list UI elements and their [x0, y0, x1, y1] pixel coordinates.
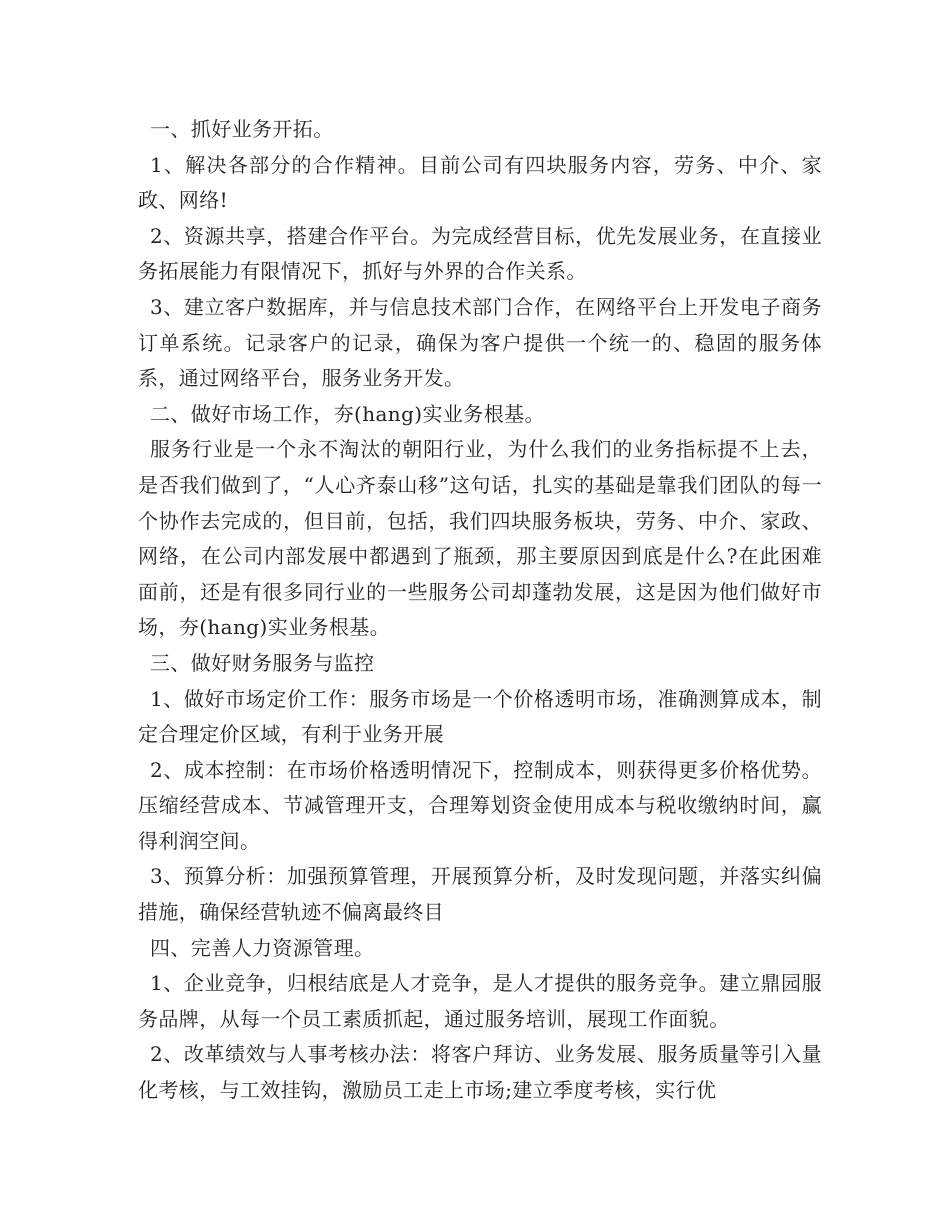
paragraph-4-1: 1、企业竞争，归根结底是人才竞争，是人才提供的服务竞争。建立鼎园服务品牌，从每一个员工素质抓起，通过服务培训，展现工作面貌。: [138, 971, 822, 1031]
paragraph-4-2: 2、改革绩效与人事考核办法：将客户拜访、业务发展、服务质量等引入量化考核，与工效挂钩，激励员工走上市场;建立季度考核，实行优: [138, 1042, 822, 1103]
paragraph-3-3: 3、预算分析：加强预算管理，开展预算分析，及时发现问题，并落实纠偏措施，确保经营轨迹不偏离最终目: [138, 864, 822, 925]
section-heading-2: 二、做好市场工作，夯(hang)实业务根基。: [150, 401, 545, 426]
paragraph-3-2: 2、成本控制：在市场价格透明情况下，控制成本，则获得更多价格优势。压缩经营成本、节减管理开支，合理筹划资金使用成本与税收缴纳时间，赢得利润空间。: [138, 757, 822, 853]
paragraph-3-1: 1、做好市场定价工作：服务市场是一个价格透明市场，准确测算成本，制定合理定价区域，有利于业务开展: [138, 686, 822, 747]
paragraph-2-1: 服务行业是一个永不淘汰的朝阳行业，为什么我们的业务指标提不上去，是否我们做到了，“人心齐泰山移”这句话，扎实的基础是靠我们团队的每一个协作去完成的，但目前，包括，我们四块服务板块，劳务、中介、家政、网络，在公司内部发展中都遇到了瓶颈，那主要原因到底是什么?在此困难面前，还是有很多同行业的一些服务公司却蓬勃发展，这是因为他们做好市场，夯(hang)实业务根基。: [138, 437, 822, 640]
section-heading-1: 一、抓好业务开拓。: [150, 117, 334, 141]
paragraph-1-2: 2、资源共享，搭建合作平台。为完成经营目标，优先发展业务，在直接业务拓展能力有限情况下，抓好与外界的合作关系。: [138, 223, 822, 284]
section-heading-4: 四、完善人力资源管理。: [150, 935, 375, 960]
document-body: [138, 112, 822, 1109]
paragraph-1-3: 3、建立客户数据库，并与信息技术部门合作，在网络平台上开发电子商务订单系统。记录客户的记录，确保为客户提供一个统一的、稳固的服务体系，通过网络平台，服务业务开发。: [138, 294, 822, 391]
paragraph-1-1: 1、解决各部分的合作精神。目前公司有四块服务内容，劳务、中介、家政、网络!: [138, 152, 822, 213]
section-heading-3: 三、做好财务服务与监控: [150, 650, 375, 675]
